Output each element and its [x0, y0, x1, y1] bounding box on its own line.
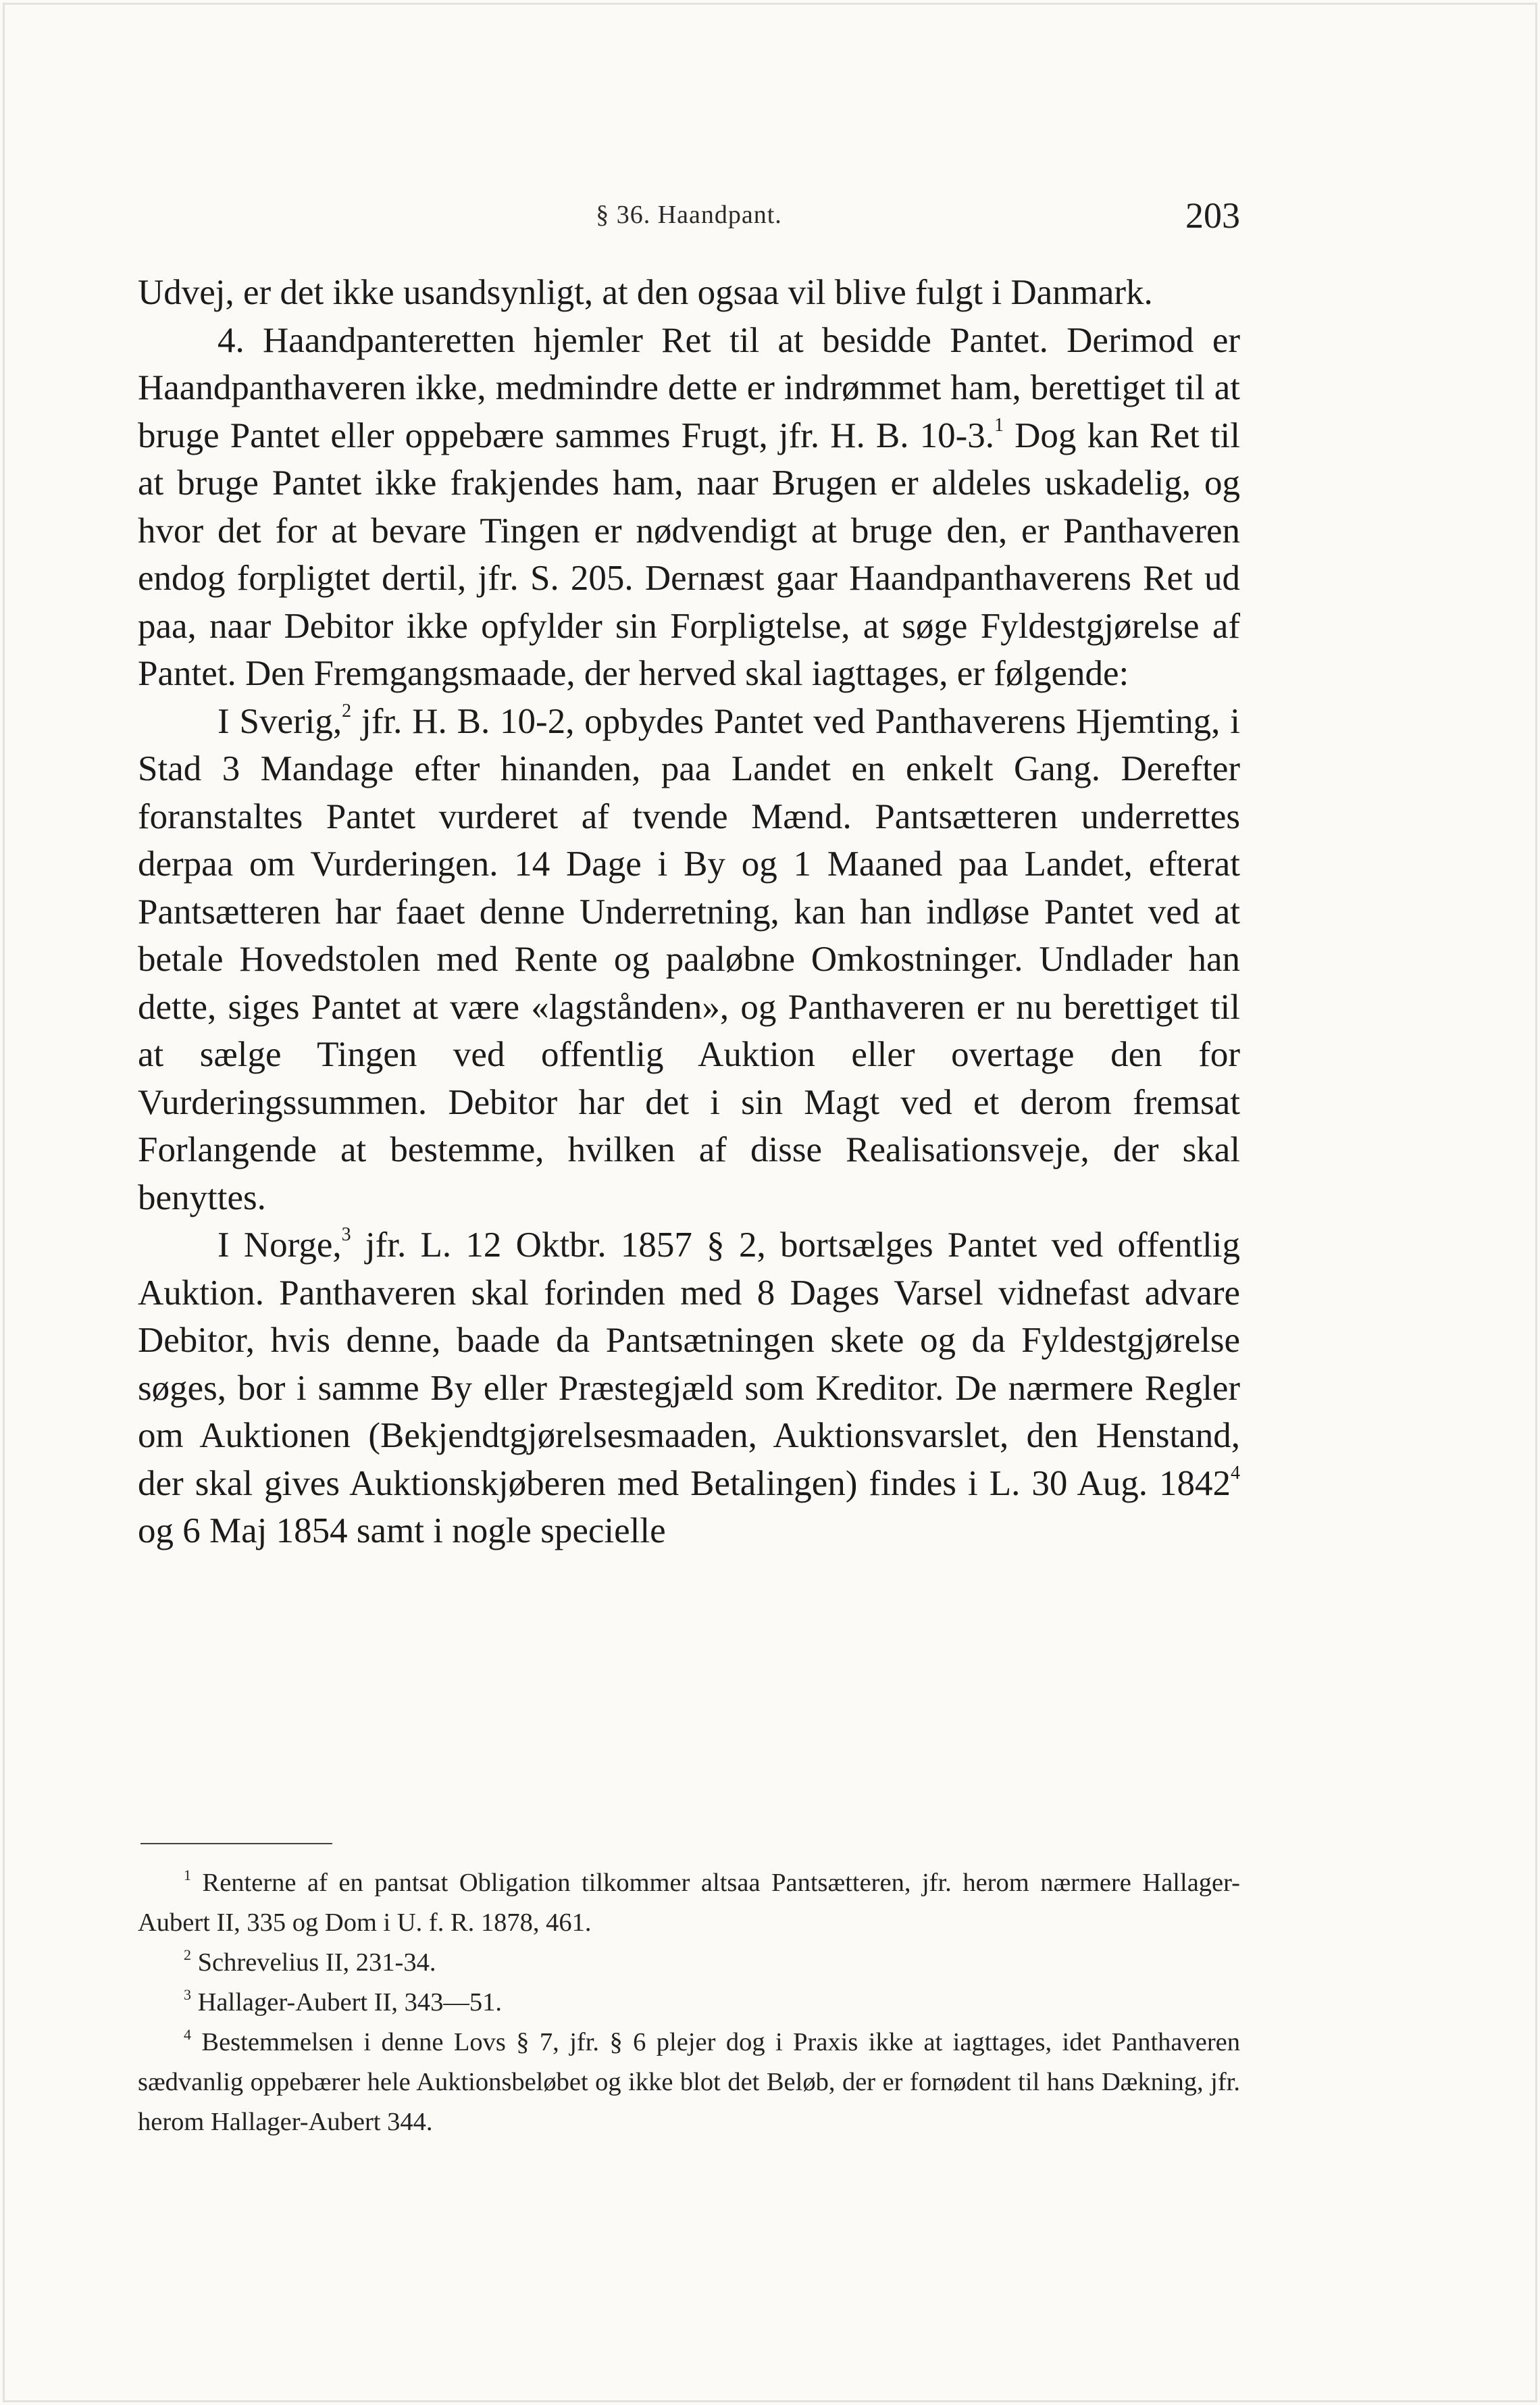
footnote-ref-1[interactable]: 1	[994, 414, 1004, 436]
running-head: § 36. Haandpant.	[596, 201, 782, 229]
paragraph-3: I Sverig,$^2$ jfr. H. B. 10-2, opbydes Pantet ved Panthaverens Hjemting, i Stad 3 Mandage efter hinanden, paa Landet en enkelt Gang. Derefter foranstaltes Pantet vurderet af tvende Mænd. Pantsætteren underrettes derpaa om Vurderingen. 14 Dage i By og 1 Maaned paa Landet, efterat Pantsætteren har faaet denne Underretning, kan han indløse Pantet ved at betale Hovedstolen med Rente og paaløbne Omkostninger. Undlader han dette, siges Pantet at være «lagstånden», og Panthaveren er nu berettiget til at sælge Tingen ved offentlig Auktion eller overtage den for Vurderingssummen. Debitor har det i sin Magt ved et derom fremsat Forlangende at bestemme, hvilken af disse Realisationsveje, der skal benyttes.	[138, 700, 1240, 1217]
page-number: 203	[1185, 195, 1240, 236]
footnotes	[138, 1863, 1240, 2142]
footnote-mark: 4	[184, 2026, 191, 2043]
footnote-3: $^3$ Hallager-Aubert II, 343—51.	[184, 1986, 503, 2017]
footnote-4: $^4$ Bestemmelsen i denne Lovs § 7, jfr. § 6 plejer dog i Praxis ikke at iagttages, idet Panthaveren sædvanlig oppebærer hele Auktionsbeløbet og ikke blot det Beløb, der er fornødent til hans Dækning, jfr. herom Hallager-Aubert 344.	[138, 2026, 1240, 2136]
footnote-2: $^2$ Schrevelius II, 231-34.	[184, 1946, 436, 1977]
footnote-mark: 3	[184, 1986, 191, 2003]
body-text	[138, 269, 1240, 1555]
footnote-mark: 2	[184, 1946, 191, 1963]
footnote-ref-2[interactable]: 2	[342, 700, 352, 722]
paragraph-4: I Norge,$^3$ jfr. L. 12 Oktbr. 1857 § 2, bortsælges Pantet ved offentlig Auktion. Panthaveren skal forinden med 8 Dages Varsel vidnefast advare Debitor, hvis denne, baade da Pantsætningen skete og da Fyldestgjørelse søges, bor i samme By eller Præstegjæld som Kreditor. De nærmere Regler om Auktionen (Bekjendtgjørelsesmaaden, Auktionsvarslet, den Henstand, der skal gives Auktionskjøberen med Betalingen) findes i L. 30 Aug. 1842$^4$ og 6 Maj 1854 samt i nogle specielle	[138, 1224, 1240, 1550]
page-header	[138, 195, 1240, 242]
paragraph-1: Udvej, er det ikke usandsynligt, at den ogsaa vil blive fulgt i Danmark.	[138, 273, 1153, 312]
footnote-ref-3[interactable]: 3	[341, 1224, 351, 1245]
footnote-1: $^1$ Renterne af en pantsat Obligation tilkommer altsaa Pantsætteren, jfr. herom nærmere Hallager-Aubert II, 335 og Dom i U. f. R. 1878, 461.	[138, 1867, 1240, 1937]
footnote-rule	[140, 1843, 332, 1844]
footnote-ref-4[interactable]: 4	[1231, 1462, 1240, 1484]
paragraph-2: 4. Haandpanteretten hjemler Ret til at besidde Pantet. Derimod er Haandpanthaveren ikke, medmindre dette er indrømmet ham, berettiget til at bruge Pantet eller oppebære sammes Frugt, jfr. H. B. 10-3.$^1$ Dog kan Ret til at bruge Pantet ikke frakjendes ham, naar Brugen er aldeles uskadelig, og hvor det for at bevare Tingen er nødvendigt at bruge den, er Panthaveren endog forpligtet dertil, jfr. S. 205. Dernæst gaar Haandpanthaverens Ret ud paa, naar Debitor ikke opfylder sin Forpligtelse, at søge Fyldestgjørelse af Pantet. Den Fremgangsmaade, der herved skal iagttages, er følgende:	[138, 320, 1240, 693]
footnote-mark: 1	[184, 1867, 191, 1883]
